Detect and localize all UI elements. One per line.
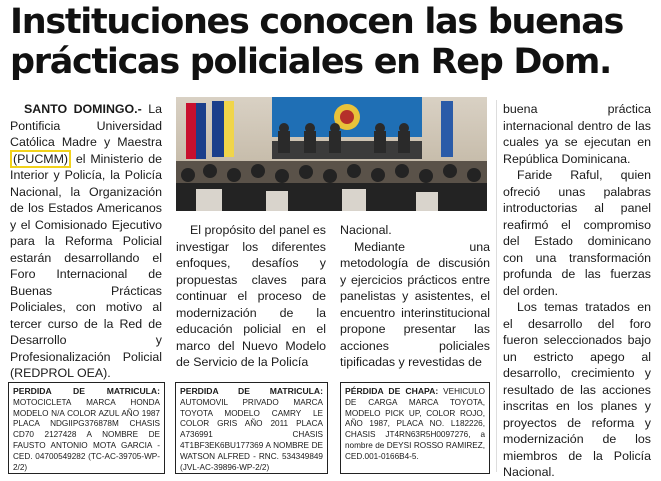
classified-title: PÉRDIDA DE CHAPA: <box>345 386 439 396</box>
event-photo <box>176 97 487 211</box>
classified-body: MOTOCICLETA MARCA HONDA MODELO N/A COLOR AZUL AÑO 1987 PLACA NDGIIPG376878M CHASIS CD70 2127428 A NOMBRE DE FAUSTO ANTONIO MOTA GARCIA - CED. 04700549282 (TC-AC-39705-WP-2/2) <box>13 397 160 472</box>
dateline: SANTO DOMINGO.- <box>24 102 142 116</box>
classified-title: PERDIDA DE MATRICULA: <box>180 386 323 396</box>
article-column-4 <box>503 101 651 481</box>
col2-text: El propósito del panel es investigar los diferentes enfoques, desafíos y propuestas claves para continuar el proceso de modernización de la educación policial en el marco del Nuevo Modelo de Servicio de la Policía <box>176 223 326 369</box>
headline <box>10 2 660 82</box>
headline-line-1: Instituciones conocen las buenas <box>10 2 624 42</box>
col4-text-c: Los temas tratados en el desarrollo del foro fueron seleccionados bajo un estricto apego al desarrollo, crecimiento y resultado de las acciones inscritas en los planes y proyectos de reforma y modernización de los miembros de la Policía Nacional. <box>503 300 651 479</box>
article-column-3 <box>340 222 490 371</box>
classified-ad-2 <box>175 382 328 474</box>
classified-body: VEHICULO DE CARGA MARCA TOYOTA, MODELO PICK UP, COLOR ROJO, AÑO 1987, PLACA NO. L182226, CHASIS JT4RN63R5H0097276, a nombre de DEYSI ROSSO RAMIREZ, CED.001-0166B4-5. <box>345 387 485 461</box>
col3-text-a: Nacional. <box>340 223 392 237</box>
column-divider <box>496 100 497 472</box>
event-photo-illustration <box>176 97 487 211</box>
classified-ad-3 <box>340 382 490 474</box>
classified-title: PERDIDA DE MATRICULA: <box>13 386 160 396</box>
article-column-2 <box>176 222 326 371</box>
classified-body: AUTOMOVIL PRIVADO MARCA TOYOTA MODELO CAMRY LE COLOR GRIS AÑO 2011 PLACA A736991 CHASIS 4T1BF3EK6BU177369 A NOMBRE DE WATSON ALFRED - RNC. 534349849 (JVL-AC-39896-WP-2/2) <box>180 397 323 472</box>
headline-line-2: prácticas policiales en Rep Dom. <box>10 42 612 82</box>
classified-ad-1 <box>8 382 165 474</box>
col1-text-a: La Pontificia Universidad Católica Madre y Maestra <box>10 102 162 149</box>
col1-text-b: el Ministerio de Interior y Policía, la Policía Nacional, la Organización de los Estados Americanos y el Comisionado Ejecutivo para la Reforma Policial estarán desarrollando el Foro Internacional de Buenas Prácticas Policiales, con motivo al tercer curso de la Red de Desarrollo y Profesionalización Policial (REDPROL OEA). <box>10 151 162 380</box>
pucmm-highlight: (PUCMM) <box>10 150 71 168</box>
col3-text-b: Mediante una metodología de discusión y ejercicios prácticos entre panelistas y asistentes, el encuentro interinstitucional propone presentar las acciones policiales tipificadas y revestidas de <box>340 239 490 369</box>
article-column-1 <box>10 101 162 382</box>
col4-text-a: buena práctica internacional dentro de las cuales ya se ejecutan en República Dominicana. <box>503 102 651 166</box>
col4-text-b: Faride Raful, quien ofreció unas palabras introductorias al panel reafirmó el compromiso del Estado dominicano con una transformación profunda de las fuerzas del orden. <box>503 168 651 298</box>
